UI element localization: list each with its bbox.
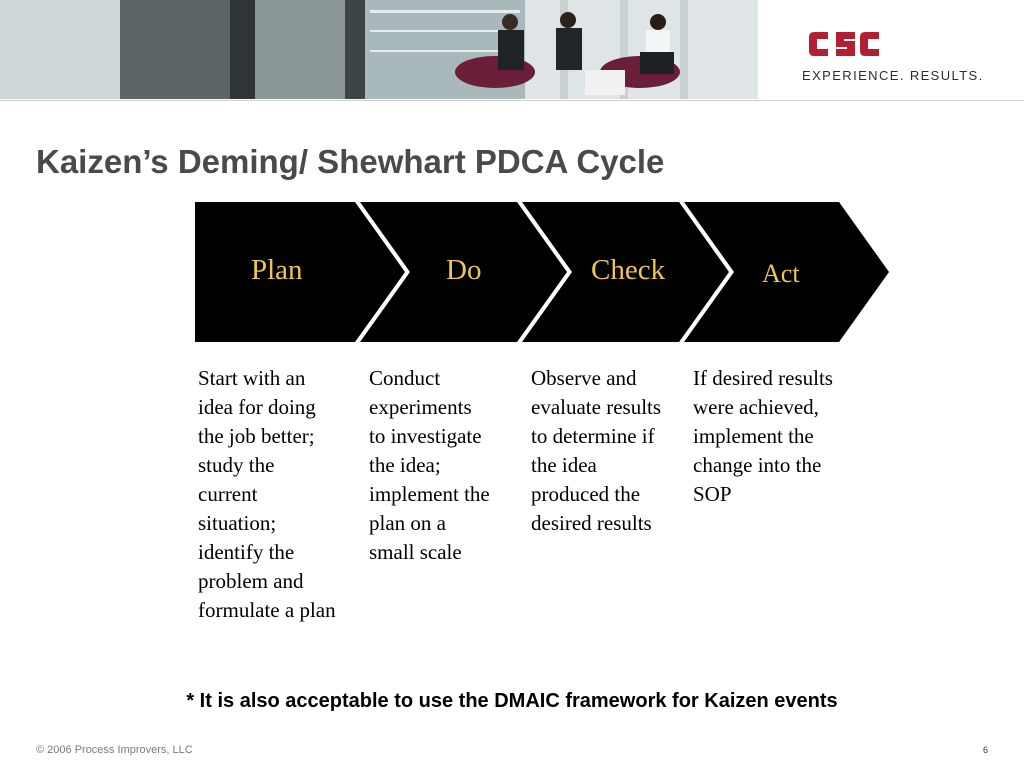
company-logo <box>778 24 988 90</box>
description-line: implement the <box>369 482 490 506</box>
description-line: small scale <box>369 540 462 564</box>
description-line: problem and <box>198 569 304 593</box>
description-line: evaluate results <box>531 395 662 419</box>
copyright-footer: © 2006 Process Improvers, LLC <box>36 744 193 756</box>
page-number: 6 <box>982 745 988 755</box>
logo-tagline: EXPERIENCE. RESULTS. <box>802 68 984 83</box>
csc-logo-mark <box>806 24 882 64</box>
description-line: Conduct <box>369 366 441 390</box>
step-description-act <box>693 364 858 509</box>
step-label-do: Do <box>446 254 482 286</box>
description-line: to investigate <box>369 424 482 448</box>
description-line: idea for doing <box>198 395 316 419</box>
description-line: implement the <box>693 424 814 448</box>
description-line: change into the <box>693 453 822 477</box>
description-line: If desired results <box>693 366 833 390</box>
description-line: situation; <box>198 511 277 535</box>
description-line: the idea; <box>369 453 441 477</box>
description-line: identify the <box>198 540 295 564</box>
step-label-act: Act <box>762 259 800 288</box>
description-line: experiments <box>369 395 472 419</box>
slide-title: Kaizen’s Deming/ Shewhart PDCA Cycle <box>36 143 665 180</box>
description-line: Observe and <box>531 366 637 390</box>
meeting-photo-image <box>0 0 758 99</box>
header-banner <box>0 0 1024 101</box>
description-line: formulate a plan <box>198 598 336 622</box>
footnote-dmaic: * It is also acceptable to use the DMAIC framework for Kaizen events <box>186 690 838 712</box>
description-line: the job better; <box>198 424 315 448</box>
step-description-plan <box>198 364 363 625</box>
step-label-plan: Plan <box>251 254 303 286</box>
step-description-check <box>531 364 696 538</box>
description-line: Start with an <box>198 366 306 390</box>
description-line: current <box>198 482 258 506</box>
description-line: the idea <box>531 453 597 477</box>
description-line: to determine if <box>531 424 655 448</box>
header-photo <box>0 0 758 99</box>
description-line: desired results <box>531 511 652 535</box>
step-label-check: Check <box>591 254 666 286</box>
description-line: produced the <box>531 482 641 506</box>
step-description-do <box>369 364 534 567</box>
description-line: study the <box>198 453 275 477</box>
description-line: SOP <box>693 482 732 506</box>
description-line: were achieved, <box>693 395 819 419</box>
description-line: plan on a <box>369 511 446 535</box>
